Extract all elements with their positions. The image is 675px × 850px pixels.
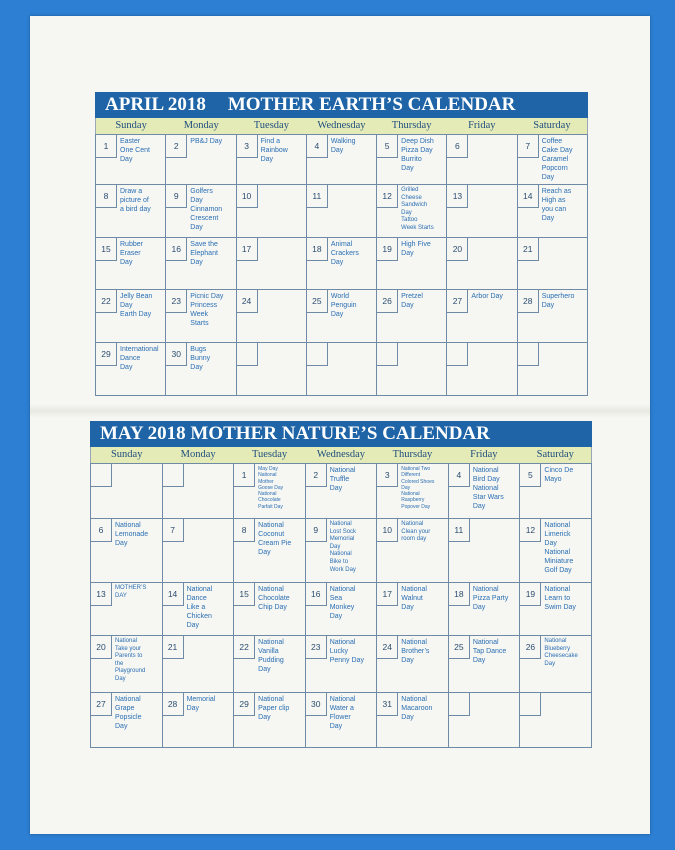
day-cell — [520, 636, 592, 693]
day-number: 30 — [306, 693, 327, 716]
day-event-text: National Limerick Day National Miniature Golf Day — [544, 522, 574, 574]
day-number — [449, 693, 470, 716]
day-cell — [447, 135, 517, 185]
day-cell — [518, 185, 588, 238]
day-event-text: Grilled Cheese Sandwich Day Tattoo Week Starts — [401, 187, 434, 231]
day-cell — [520, 693, 592, 748]
day-number: 17 — [377, 583, 398, 606]
day-number: 14 — [518, 185, 539, 208]
day-cell — [163, 583, 235, 636]
day-event-text: Easter One Cent Day — [120, 138, 150, 163]
day-cell — [237, 238, 307, 290]
day-event-text: National Dance Like a Chicken Day — [186, 586, 213, 629]
day-number: 22 — [96, 290, 117, 313]
day-cell — [163, 464, 235, 519]
day-event-text: National Two Different Colored Shoes Day National Raspberry Popover Day — [401, 466, 435, 510]
day-number — [447, 343, 468, 366]
day-event-text: National Macaroon Day — [401, 696, 433, 721]
day-event-text: Draw a picture of a bird day — [120, 188, 151, 213]
day-cell — [307, 290, 377, 343]
day-cell — [166, 135, 236, 185]
day-number — [163, 464, 184, 487]
day-number: 2 — [166, 135, 187, 158]
day-number: 1 — [234, 464, 255, 487]
day-event-text: National Vanilla Pudding Day — [258, 639, 284, 673]
day-cell — [91, 583, 163, 636]
april-day-grid — [95, 134, 588, 396]
day-number: 9 — [166, 185, 187, 208]
day-number — [237, 343, 258, 366]
day-number: 22 — [234, 636, 255, 659]
day-number: 10 — [377, 519, 398, 542]
day-event-text: National Coconut Cream Pie Day — [258, 522, 292, 556]
day-cell — [449, 636, 521, 693]
day-event-text: National Walnut Day — [401, 586, 427, 611]
day-cell — [163, 693, 235, 748]
april-calendar-title — [95, 92, 588, 118]
day-cell — [96, 238, 166, 290]
day-cell — [447, 343, 517, 396]
day-number: 20 — [447, 238, 468, 261]
day-cell — [377, 343, 447, 396]
day-number: 11 — [307, 185, 328, 208]
weekday-monday: Monday — [183, 120, 219, 131]
day-number: 17 — [237, 238, 258, 261]
day-cell — [307, 238, 377, 290]
day-number — [518, 343, 539, 366]
april-title-month: APRIL 2018 — [105, 94, 206, 115]
day-number: 23 — [306, 636, 327, 659]
day-number: 6 — [447, 135, 468, 158]
may-calendar — [90, 421, 592, 748]
april-weekday-header — [95, 118, 588, 134]
day-cell — [166, 290, 236, 343]
day-event-text: Memorial Day — [186, 696, 216, 712]
day-number: 27 — [447, 290, 468, 313]
day-number: 20 — [91, 636, 112, 659]
day-event-text: National Lucky Penny Day — [329, 639, 364, 664]
day-number: 19 — [377, 238, 398, 261]
day-cell — [306, 519, 378, 583]
weekday-saturday: Saturday — [533, 120, 571, 131]
day-number: 24 — [237, 290, 258, 313]
day-cell — [306, 693, 378, 748]
day-cell — [377, 238, 447, 290]
day-cell — [520, 464, 592, 519]
day-cell — [377, 135, 447, 185]
day-event-text: Jelly Bean Day Earth Day — [120, 293, 153, 318]
day-cell — [237, 290, 307, 343]
day-event-text: Cinco De Mayo — [544, 467, 574, 483]
day-number: 23 — [166, 290, 187, 313]
day-cell — [518, 290, 588, 343]
day-cell — [91, 519, 163, 583]
day-cell — [520, 583, 592, 636]
day-cell — [449, 519, 521, 583]
day-number: 7 — [518, 135, 539, 158]
day-cell — [520, 519, 592, 583]
day-cell — [306, 464, 378, 519]
weekday-tuesday: Tuesday — [253, 120, 289, 131]
day-number: 3 — [377, 464, 398, 487]
weekday-friday: Friday — [470, 449, 498, 460]
day-number: 21 — [163, 636, 184, 659]
day-cell — [234, 464, 306, 519]
day-number — [520, 693, 541, 716]
day-number: 15 — [96, 238, 117, 261]
day-event-text: High Five Day — [401, 241, 431, 257]
day-cell — [96, 135, 166, 185]
weekday-tuesday: Tuesday — [251, 449, 288, 460]
day-number: 19 — [520, 583, 541, 606]
day-cell — [377, 636, 449, 693]
day-cell — [307, 343, 377, 396]
day-cell — [377, 464, 449, 519]
day-event-text: National Take your Parents to the Playground Day — [115, 638, 146, 682]
day-number: 3 — [237, 135, 258, 158]
day-event-text: Arbor Day — [471, 293, 503, 300]
day-number: 18 — [449, 583, 470, 606]
day-number: 30 — [166, 343, 187, 366]
day-cell — [377, 290, 447, 343]
day-cell — [166, 238, 236, 290]
day-cell — [449, 693, 521, 748]
day-cell — [234, 636, 306, 693]
day-event-text: National Sea Monkey Day — [329, 586, 356, 620]
day-cell — [518, 135, 588, 185]
day-number: 13 — [447, 185, 468, 208]
day-cell — [237, 135, 307, 185]
day-number: 12 — [377, 185, 398, 208]
day-number: 7 — [163, 519, 184, 542]
day-cell — [377, 693, 449, 748]
day-cell — [234, 583, 306, 636]
day-number: 4 — [449, 464, 470, 487]
day-number: 27 — [91, 693, 112, 716]
day-event-text: Find a Rainbow Day — [260, 138, 288, 163]
weekday-friday: Friday — [468, 120, 496, 131]
day-event-text: Deep Dish Pizza Day Burrito Day — [401, 138, 434, 172]
day-event-text: Bugs Bunny Day — [190, 346, 211, 371]
day-event-text: National Lost Sock Memorial Day National Bike to Work Day — [329, 521, 357, 573]
may-calendar-title: MAY 2018 MOTHER NATURE’S CALENDAR — [90, 421, 592, 447]
day-cell — [447, 238, 517, 290]
day-event-text: National Grape Popsicle Day — [115, 696, 142, 730]
day-number: 5 — [377, 135, 398, 158]
day-number: 1 — [96, 135, 117, 158]
day-event-text: Picnic Day Princess Week Starts — [190, 293, 224, 327]
day-number: 29 — [234, 693, 255, 716]
day-cell — [237, 185, 307, 238]
day-cell — [91, 693, 163, 748]
day-event-text: Rubber Eraser Day — [120, 241, 143, 266]
may-weekday-header — [90, 447, 592, 463]
day-cell — [234, 693, 306, 748]
weekday-thursday: Thursday — [392, 449, 433, 460]
day-number: 16 — [306, 583, 327, 606]
day-number: 26 — [520, 636, 541, 659]
day-cell — [306, 583, 378, 636]
day-cell — [166, 185, 236, 238]
day-cell — [377, 583, 449, 636]
day-number: 16 — [166, 238, 187, 261]
day-number: 5 — [520, 464, 541, 487]
day-cell — [449, 583, 521, 636]
day-number: 4 — [307, 135, 328, 158]
day-cell — [91, 636, 163, 693]
day-cell — [306, 636, 378, 693]
day-event-text: National Learn to Swim Day — [544, 586, 576, 611]
day-event-text: Golfers Day Cinnamon Crescent Day — [190, 188, 223, 231]
day-number: 14 — [163, 583, 184, 606]
day-event-text: National Blueberry Cheesecake Day — [544, 638, 578, 667]
day-number: 28 — [518, 290, 539, 313]
may-day-grid — [90, 463, 592, 748]
day-event-text: National Truffle Day — [329, 467, 356, 492]
day-number: 28 — [163, 693, 184, 716]
day-number: 29 — [96, 343, 117, 366]
day-event-text: World Penguin Day — [330, 293, 357, 318]
day-cell — [96, 343, 166, 396]
paper-fold — [30, 404, 650, 418]
weekday-wednesday: Wednesday — [317, 120, 366, 131]
day-cell — [377, 185, 447, 238]
day-number: 6 — [91, 519, 112, 542]
day-number — [307, 343, 328, 366]
day-cell — [237, 343, 307, 396]
day-event-text: National Paper clip Day — [258, 696, 290, 721]
day-number: 8 — [96, 185, 117, 208]
day-event-text: Save the Elephant Day — [190, 241, 218, 266]
day-event-text: National Water a Flower Day — [329, 696, 356, 730]
weekday-wednesday: Wednesday — [316, 449, 366, 460]
day-number: 11 — [449, 519, 470, 542]
day-cell — [377, 519, 449, 583]
day-event-text: International Dance Day — [120, 346, 159, 371]
day-number: 21 — [518, 238, 539, 261]
day-event-text: Animal Crackers Day — [330, 241, 359, 266]
day-number — [377, 343, 398, 366]
day-number: 13 — [91, 583, 112, 606]
day-cell — [518, 343, 588, 396]
day-cell — [518, 238, 588, 290]
day-event-text: National Clean your room day — [401, 521, 431, 543]
day-cell — [307, 135, 377, 185]
day-event-text: Coffee Cake Day Caramel Popcorn Day — [541, 138, 573, 181]
day-number: 9 — [306, 519, 327, 542]
day-event-text: Reach as High as you can Day — [541, 188, 572, 222]
day-event-text: PB&J Day — [190, 138, 223, 145]
day-cell — [163, 636, 235, 693]
weekday-thursday: Thursday — [391, 120, 432, 131]
day-number: 18 — [307, 238, 328, 261]
day-event-text: National Bird Day National Star Wars Day — [472, 467, 504, 510]
day-event-text: National Lemonade Day — [115, 522, 149, 547]
day-event-text: Pretzel Day — [401, 293, 423, 309]
day-cell — [91, 464, 163, 519]
day-number: 24 — [377, 636, 398, 659]
day-event-text: National Brother’s Day — [401, 639, 430, 664]
day-cell — [307, 185, 377, 238]
day-cell — [234, 519, 306, 583]
day-event-text: Walking Day — [330, 138, 356, 154]
day-cell — [163, 519, 235, 583]
day-number: 26 — [377, 290, 398, 313]
day-event-text: National Pizza Party Day — [472, 586, 509, 611]
day-number: 25 — [307, 290, 328, 313]
day-number: 15 — [234, 583, 255, 606]
weekday-sunday: Sunday — [110, 449, 143, 460]
april-calendar — [95, 92, 588, 396]
day-cell — [96, 185, 166, 238]
day-cell — [166, 343, 236, 396]
day-event-text: MOTHER’S DAY — [115, 585, 147, 599]
day-event-text: National Chocolate Chip Day — [258, 586, 290, 611]
day-number: 31 — [377, 693, 398, 716]
day-cell — [447, 290, 517, 343]
weekday-saturday: Saturday — [536, 449, 574, 460]
day-number: 8 — [234, 519, 255, 542]
day-number: 12 — [520, 519, 541, 542]
day-cell — [96, 290, 166, 343]
weekday-sunday: Sunday — [115, 120, 147, 131]
day-number: 2 — [306, 464, 327, 487]
day-event-text: National Tap Dance Day — [472, 639, 507, 664]
day-cell — [447, 185, 517, 238]
weekday-monday: Monday — [180, 449, 216, 460]
april-title-theme: MOTHER EARTH’S CALENDAR — [227, 94, 516, 115]
day-cell — [449, 464, 521, 519]
day-number: 25 — [449, 636, 470, 659]
day-number — [91, 464, 112, 487]
day-event-text: May Day National Mother Goose Day National Chocolate Parfait Day — [258, 466, 284, 510]
day-event-text: Superhero Day — [541, 293, 575, 309]
day-number: 10 — [237, 185, 258, 208]
